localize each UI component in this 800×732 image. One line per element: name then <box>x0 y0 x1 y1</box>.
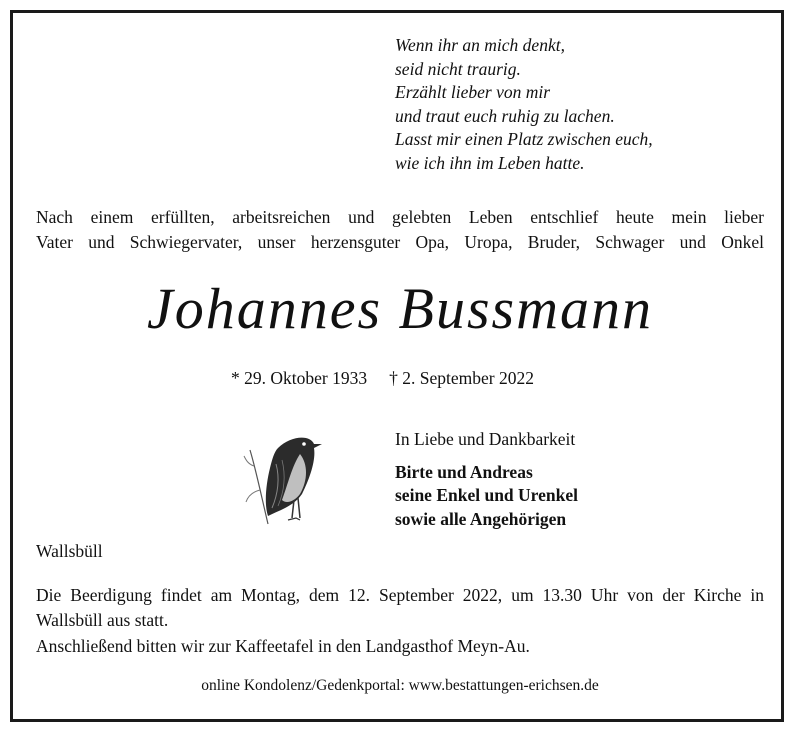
robin-bird-icon <box>238 420 328 530</box>
death-date: † 2. September 2022 <box>389 368 534 388</box>
family-name: sowie alle Angehörigen <box>395 508 567 529</box>
intro-line: Vater und Schwiegervater, unser herzensguter Opa, Uropa, Bruder, Schwager und Onkel <box>36 231 764 252</box>
poem-line: und traut euch ruhig zu lachen. <box>395 105 615 126</box>
life-dates <box>231 368 534 389</box>
family-block <box>395 428 578 531</box>
poem-line: seid nicht traurig. <box>395 58 521 79</box>
poem-line: wie ich ihn im Leben hatte. <box>395 152 585 173</box>
intro-text <box>36 205 764 254</box>
funeral-info: Die Beerdigung findet am Montag, dem 12. September 2022, um 13.30 Uhr von der Kirche in Wallsbüll aus statt. <box>36 585 764 630</box>
intro-line: Nach einem erfüllten, arbeitsreichen und gelebten Leben entschlief heute mein lieber <box>36 207 764 227</box>
place-name: Wallsbüll <box>36 541 103 561</box>
poem-line: Wenn ihr an mich denkt, <box>395 35 565 55</box>
birth-date: * 29. Oktober 1933 <box>231 368 368 388</box>
deceased-name: Johannes Bussmann <box>146 276 653 341</box>
poem <box>395 34 653 175</box>
poem-line: Erzählt lieber von mir <box>395 82 551 102</box>
online-condolence: online Kondolenz/Gedenkportal: www.bestattungen-erichsen.de <box>201 677 599 694</box>
poem-line: Lasst mir einen Platz zwischen euch, <box>395 129 653 149</box>
thanks-line: In Liebe und Dankbarkeit <box>395 429 576 449</box>
coffee-info: Anschließend bitten wir zur Kaffeetafel in den Landgasthof Meyn-Au. <box>36 636 530 656</box>
family-name: Birte und Andreas <box>395 461 533 482</box>
family-name: seine Enkel und Urenkel <box>395 485 578 505</box>
